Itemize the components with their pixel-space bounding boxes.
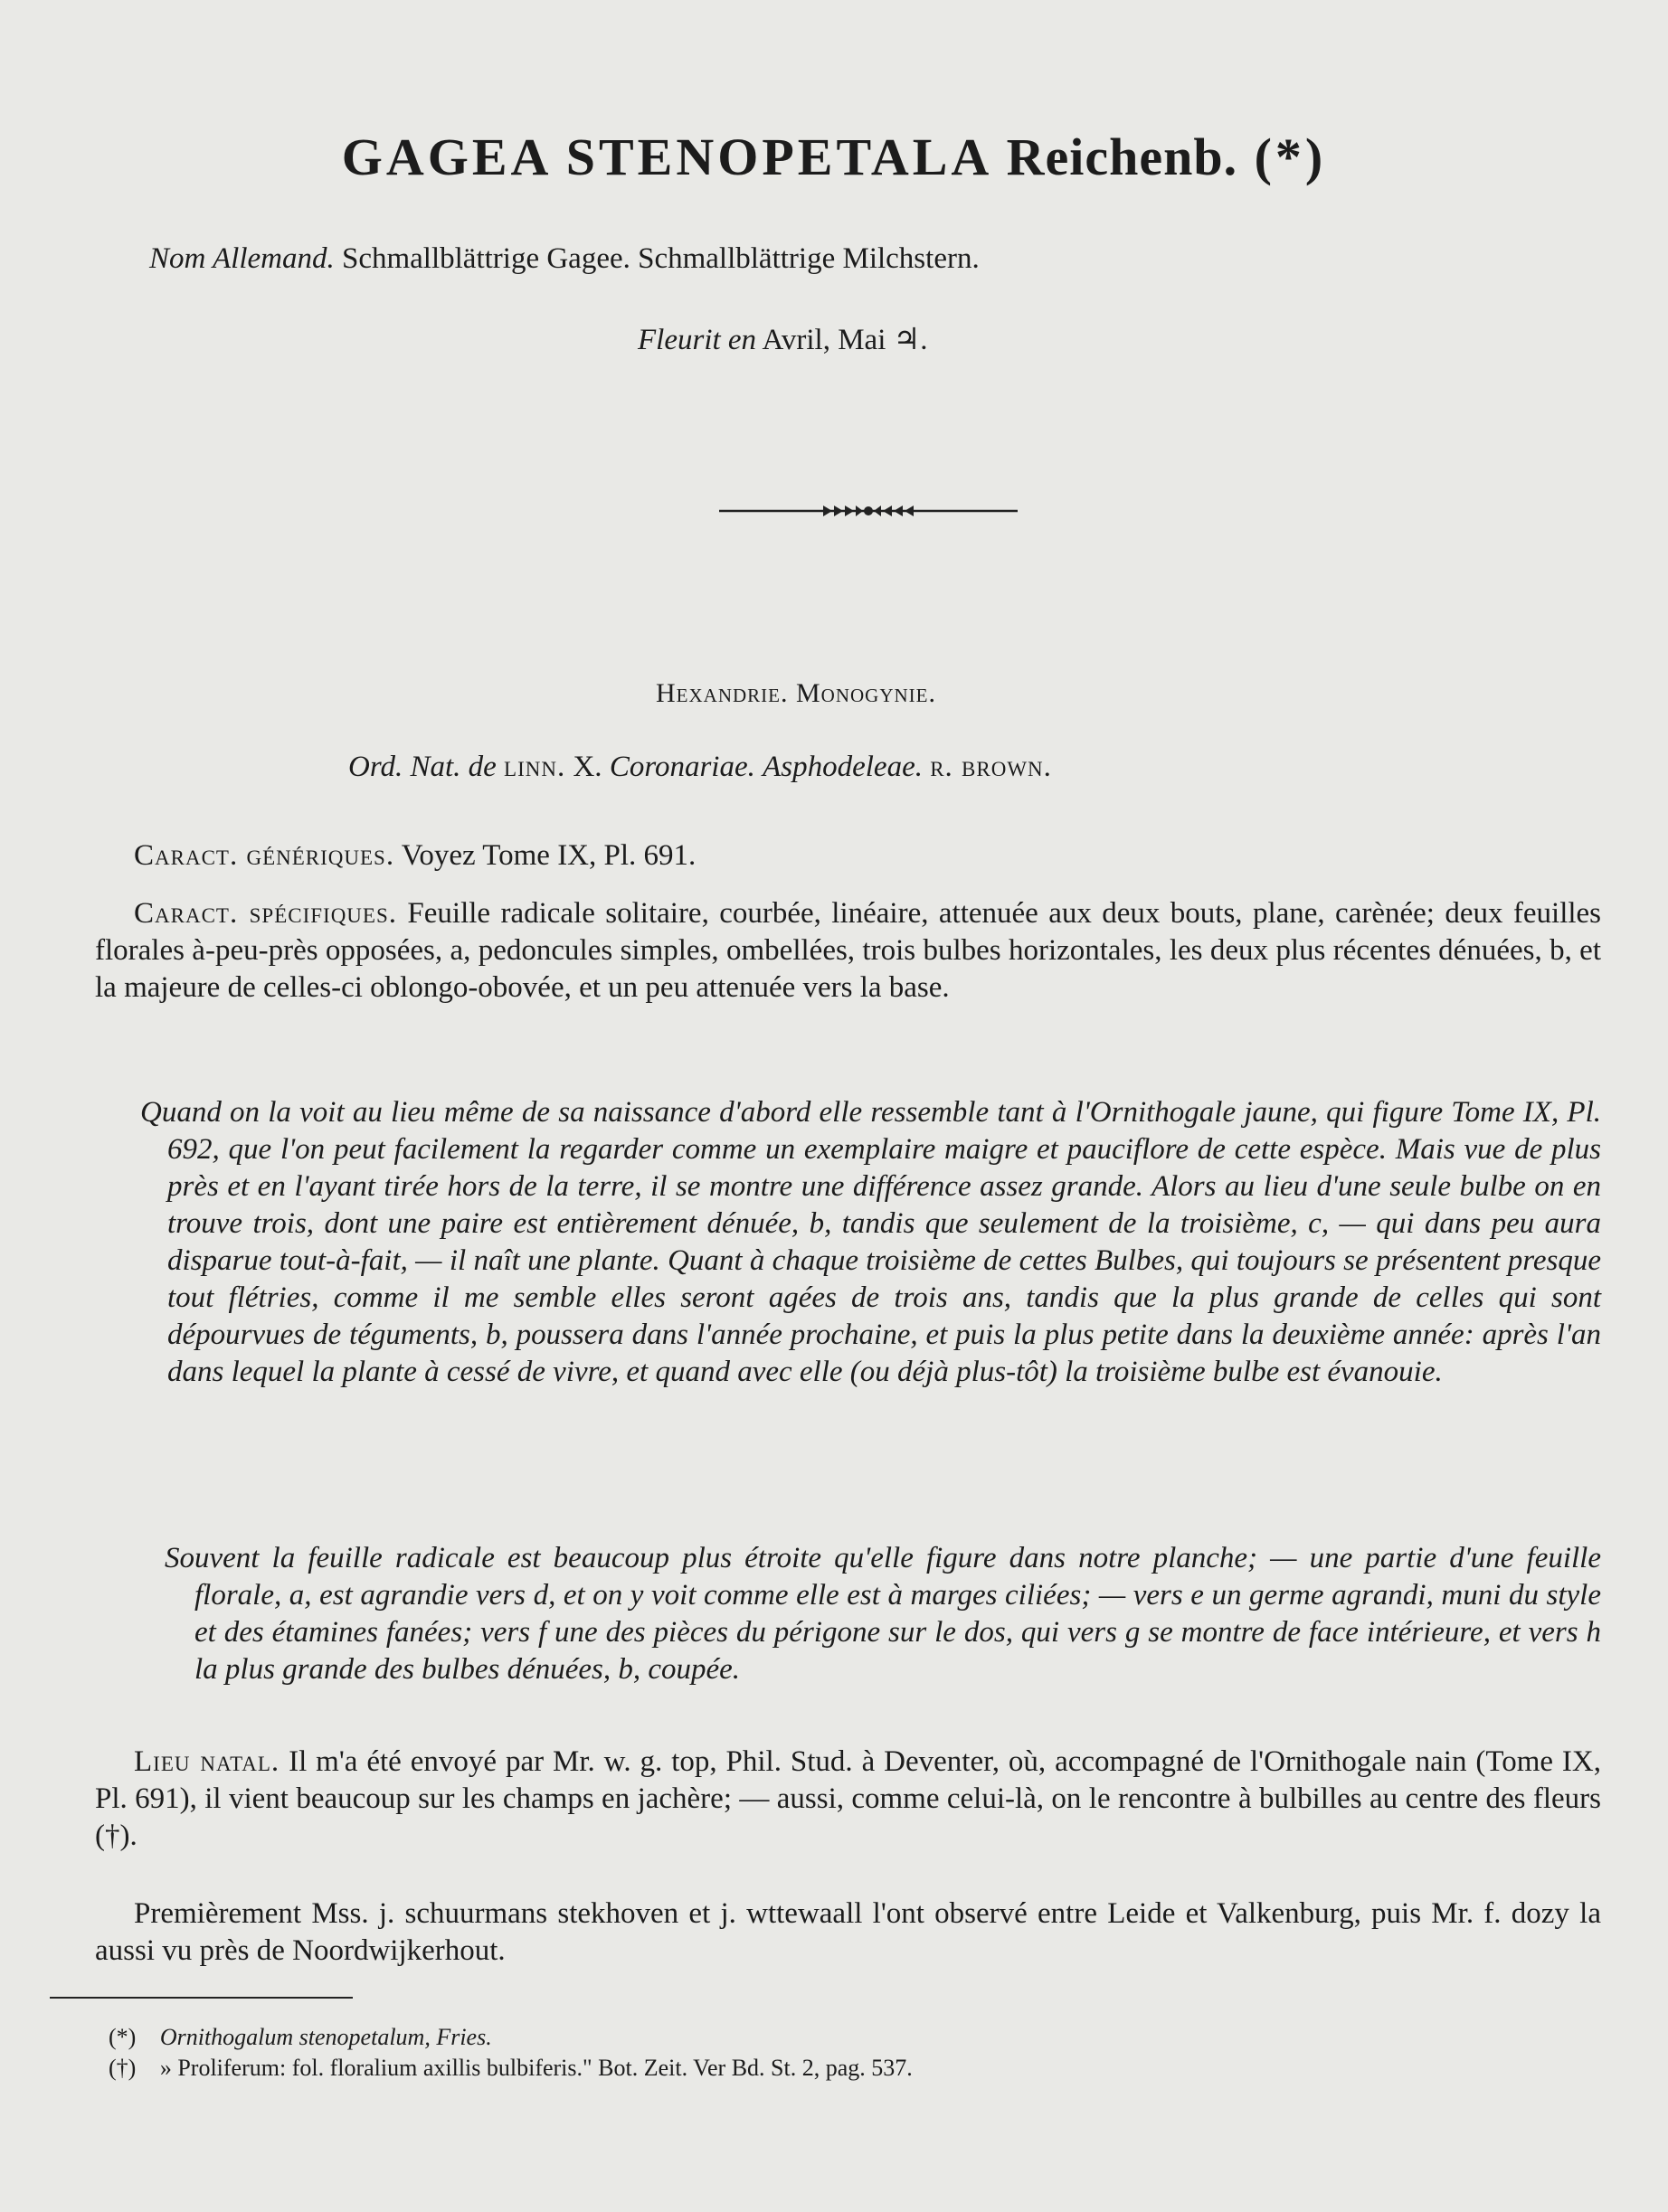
specific-characters-paragraph bbox=[95, 895, 1601, 1007]
order-prefix: Ord. Nat. de bbox=[348, 751, 497, 783]
german-name-label: Nom Allemand. bbox=[149, 242, 335, 275]
flowering-label: Fleurit en bbox=[638, 324, 757, 356]
linnaean-class: Hexandrie. Monogynie. bbox=[656, 678, 936, 708]
natural-order-line bbox=[348, 751, 1052, 784]
flowering-line bbox=[638, 321, 927, 357]
order-linn: linn. bbox=[504, 751, 566, 783]
species-author: Reichenb. bbox=[1006, 128, 1238, 186]
footnote-2-text: » Proliferum: fol. floralium axillis bulbiferis." Bot. Zeit. Ver Bd. St. 2, pag. 537. bbox=[159, 2055, 913, 2081]
german-name-value: Schmallblättrige Gagee. Schmallblättrige Milchstern. bbox=[341, 242, 980, 275]
footnote-1 bbox=[109, 2024, 492, 2051]
specific-characters-text: Feuille radicale solitaire, courbée, linéaire, attenuée aux deux bouts, plane, carènée; deux feuilles florales à-peu-près opposées, a, pedoncules simples, ombellées, trois bulbes horizontales, les deux plus récentes dénuées, b, et la majeure de celles-ci oblongo-obovée, et un peu attenuée vers la base. bbox=[95, 897, 1602, 1004]
specific-characters-label: Caract. spécifiques. bbox=[134, 897, 398, 930]
description-paragraph-2: Souvent la feuille radicale est beaucoup plus étroite qu'elle figure dans notre planche; — une partie d'une feuille florale, a, est agrandie vers d, et on y voit comme elle est à marges ciliées; — vers e un germe agrandi, muni du style et des étamines fanées; vers f une des pièces du périgone sur le dos, qui vers g se montre de face intérieure, et vers h la plus grande des bulbes dénuées, b, coupée. bbox=[165, 1542, 1601, 1686]
title-note-mark: (*) bbox=[1254, 128, 1327, 186]
ornament-divider bbox=[719, 499, 1018, 523]
generic-characters-text: Voyez Tome IX, Pl. 691. bbox=[401, 839, 697, 872]
order-asphodeleae: Asphodeleae. bbox=[763, 751, 923, 783]
footnote-1-text: Ornithogalum stenopetalum, Fries. bbox=[159, 2024, 492, 2050]
german-name-line bbox=[149, 242, 980, 276]
species-name: GAGEA STENOPETALA bbox=[341, 128, 990, 186]
generic-characters-label: Caract. génériques. bbox=[134, 839, 395, 872]
order-coronariae: Coronariae. bbox=[609, 751, 755, 783]
observers-paragraph: Premièrement Mss. j. schuurmans stekhoven et j. wttewaall l'ont observé entre Leide et Valkenburg, puis Mr. f. dozy la aussi vu près de Noordwijkerhout. bbox=[95, 1897, 1601, 1967]
footnote-2 bbox=[109, 2055, 913, 2082]
footnote-1-mark: (*) bbox=[109, 2024, 137, 2050]
native-place-text: Il m'a été envoyé par Mr. w. g. top, Phil. Stud. à Deventer, où, accompagné de l'Ornithogale nain (Tome IX, Pl. 691), il vient beaucoup sur les champs en jachère; — aussi, comme celui-là, on le rencontre à bulbilles au centre des fleurs (†). bbox=[95, 1745, 1602, 1852]
native-place-label: Lieu natal. bbox=[134, 1745, 280, 1778]
footnote-rule bbox=[50, 1997, 353, 1999]
page-title bbox=[0, 127, 1668, 187]
order-brown: r. brown. bbox=[930, 751, 1052, 783]
native-place-paragraph bbox=[95, 1744, 1601, 1855]
perennial-symbol: ♃. bbox=[893, 324, 928, 356]
flowering-value: Avril, Mai bbox=[762, 324, 886, 356]
footnote-2-mark: (†) bbox=[109, 2055, 137, 2081]
description-paragraph-1: Quand on la voit au lieu même de sa naissance d'abord elle ressemble tant à l'Ornithogale jaune, qui figure Tome IX, Pl. 692, que l'on peut facilement la regarder comme un exemplaire maigre et pauciflore de cette espèce. Mais vue de plus près et en l'ayant tirée hors de la terre, il se montre une différence assez grande. Alors au lieu d'une seule bulbe on en trouve trois, dont une paire est entièrement dénuée, b, tandis que seulement de la troisième, c, — qui dans peu aura disparue tout-à-fait, — il naît une plante. Quant à chaque troisième de cettes Bulbes, qui toujours se présentent presque tout flétries, comme il me semble elles seront agées de trois ans, tandis que la plus grande de celles qui sont dépourvues de téguments, b, poussera dans l'année prochaine, et puis la plus petite dans la deuxième année: après l'an dans lequel la plante à cessé de vivre, et quand avec elle (ou déjà plus-tôt) la troisième bulbe est évanouie. bbox=[140, 1096, 1601, 1388]
generic-characters-line bbox=[134, 839, 696, 873]
order-number: X. bbox=[573, 751, 602, 783]
